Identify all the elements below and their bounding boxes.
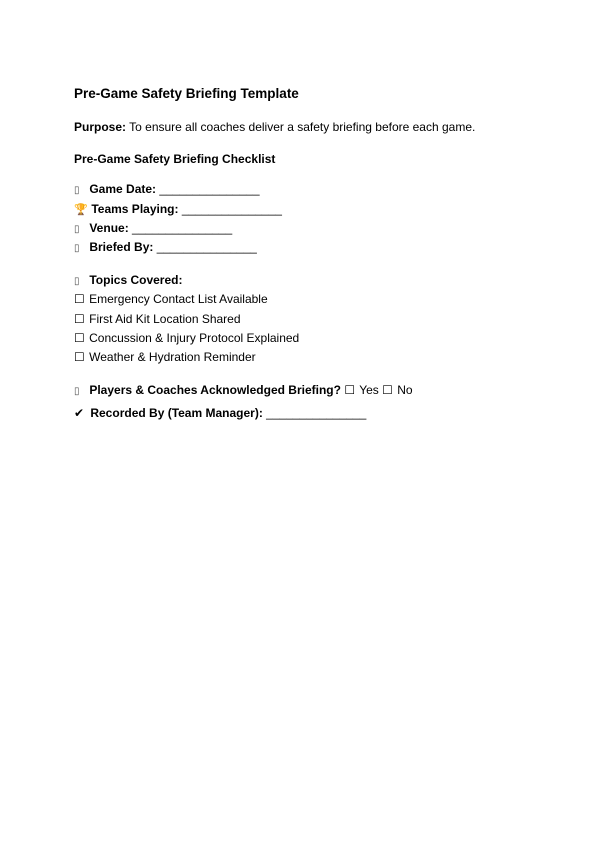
topic-label: Emergency Contact List Available [89, 292, 268, 306]
checkbox-icon[interactable]: ☐ [74, 312, 85, 326]
checkmark-icon: ✔ [74, 406, 85, 420]
checklist-title: Pre-Game Safety Briefing Checklist [74, 152, 276, 166]
recorded-label: Recorded By (Team Manager): [90, 406, 263, 420]
topics-heading [74, 273, 182, 287]
checkbox-icon[interactable]: ☐ [74, 292, 85, 306]
field-label: Game Date: [89, 182, 157, 196]
field-blank: _______________ [132, 221, 233, 235]
yes-label: Yes [359, 383, 379, 397]
document-title: Pre-Game Safety Briefing Template [74, 86, 299, 101]
topics-label: Topics Covered: [89, 273, 183, 287]
topic-label: First Aid Kit Location Shared [89, 312, 241, 326]
field-label: Teams Playing: [91, 202, 179, 216]
placeholder-glyph-icon: ▯ [74, 243, 80, 254]
checkbox-icon[interactable]: ☐ [74, 331, 85, 345]
topic-item[interactable] [74, 292, 268, 306]
recorded-blank: _______________ [266, 406, 367, 420]
acknowledgement-line [74, 383, 413, 397]
topic-item[interactable] [74, 331, 299, 345]
topic-item[interactable] [74, 312, 241, 326]
topic-label: Weather & Hydration Reminder [89, 350, 256, 364]
ack-label: Players & Coaches Acknowledged Briefing? [89, 383, 341, 397]
checkbox-icon[interactable]: ☐ [74, 350, 85, 364]
purpose-label: Purpose: [74, 120, 127, 134]
field-game-date [74, 182, 260, 196]
purpose-text: To ensure all coaches deliver a safety briefing before each game. [129, 120, 476, 134]
no-label: No [397, 383, 413, 397]
no-checkbox-icon[interactable]: ☐ [382, 383, 393, 397]
field-label: Briefed By: [89, 240, 154, 254]
purpose-line [74, 120, 475, 134]
placeholder-glyph-icon: ▯ [74, 386, 80, 397]
trophy-icon: 🏆 [74, 204, 88, 216]
field-teams-playing [74, 202, 282, 216]
field-blank: _______________ [159, 182, 260, 196]
placeholder-glyph-icon: ▯ [74, 224, 80, 235]
placeholder-glyph-icon: ▯ [74, 185, 80, 196]
field-label: Venue: [89, 221, 129, 235]
topic-item[interactable] [74, 350, 256, 364]
topic-label: Concussion & Injury Protocol Explained [89, 331, 300, 345]
recorded-by-line [74, 406, 366, 420]
field-briefed-by [74, 240, 257, 254]
field-blank: _______________ [156, 240, 257, 254]
placeholder-glyph-icon: ▯ [74, 276, 80, 287]
field-blank: _______________ [181, 202, 282, 216]
field-venue [74, 221, 232, 235]
yes-checkbox-icon[interactable]: ☐ [344, 383, 356, 397]
